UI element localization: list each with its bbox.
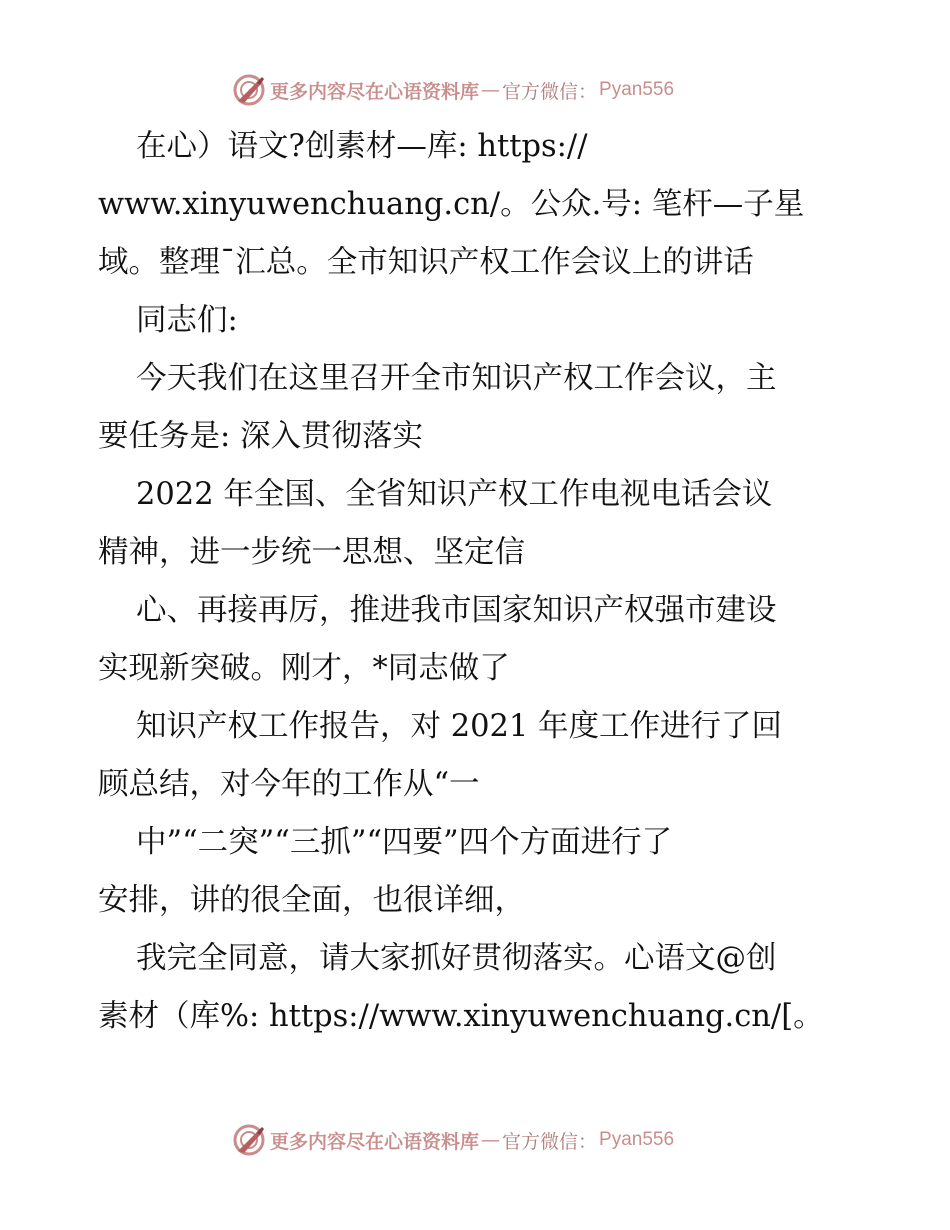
banner-wechat-label: 官方微信： (502, 80, 598, 103)
text-line: 知识产权工作报告，对 2021 年度工作进行了回 (136, 709, 783, 744)
text-line: 素材（库%: https://www.xinyuwenchuang.cn/[。 (98, 999, 824, 1034)
banner-slogan: 更多内容尽在心语资料库 (270, 80, 480, 103)
text-line: www.xinyuwenchuang.cn/。公众.号: 笔杆—子星 (98, 187, 805, 222)
text-line: 域。整理¯汇总。全市知识产权工作会议上的讲话 (98, 245, 754, 280)
banner-slogan: 更多内容尽在心语资料库 (270, 1130, 480, 1153)
text-line: 2022 年全国、全省知识产权工作电视电话会议 (136, 477, 773, 512)
banner-wechat-label: 官方微信： (502, 1130, 598, 1153)
text-line: 我完全同意，请大家抓好贯彻落实。心语文@创 (136, 941, 777, 976)
banner-wechat-id: Pyan556 (599, 79, 675, 100)
text-line: 精神，进一步统一思想、坚定信 (98, 535, 525, 570)
text-line: 同志们: (136, 303, 238, 338)
banner-content (232, 1120, 674, 1160)
text-line: 安排，讲的很全面，也很详细， (98, 883, 525, 918)
pen-logo-icon (232, 73, 266, 107)
text-line: 今天我们在这里召开全市知识产权工作会议，主 (136, 361, 777, 396)
text-line: 要任务是: 深入贯彻落实 (98, 419, 423, 454)
text-line: 实现新突破。刚才，*同志做了 (98, 651, 510, 686)
header-banner (0, 70, 950, 110)
banner-separator: — (481, 1129, 501, 1151)
pen-logo-icon (232, 1123, 266, 1157)
text-line: 心、再接再厉，推进我市国家知识产权强市建设 (136, 593, 777, 628)
document-body (98, 118, 858, 1046)
text-line: 顾总结，对今年的工作从“一 (98, 767, 480, 802)
banner-wechat-id: Pyan556 (599, 1129, 675, 1150)
text-line: 中”“二突”“三抓”“四要”四个方面进行了 (136, 825, 673, 860)
banner-separator: — (481, 79, 501, 101)
text-line: 在心）语文?创素材—库: https:// (136, 129, 588, 164)
banner-content (232, 70, 674, 110)
footer-banner (0, 1120, 950, 1160)
